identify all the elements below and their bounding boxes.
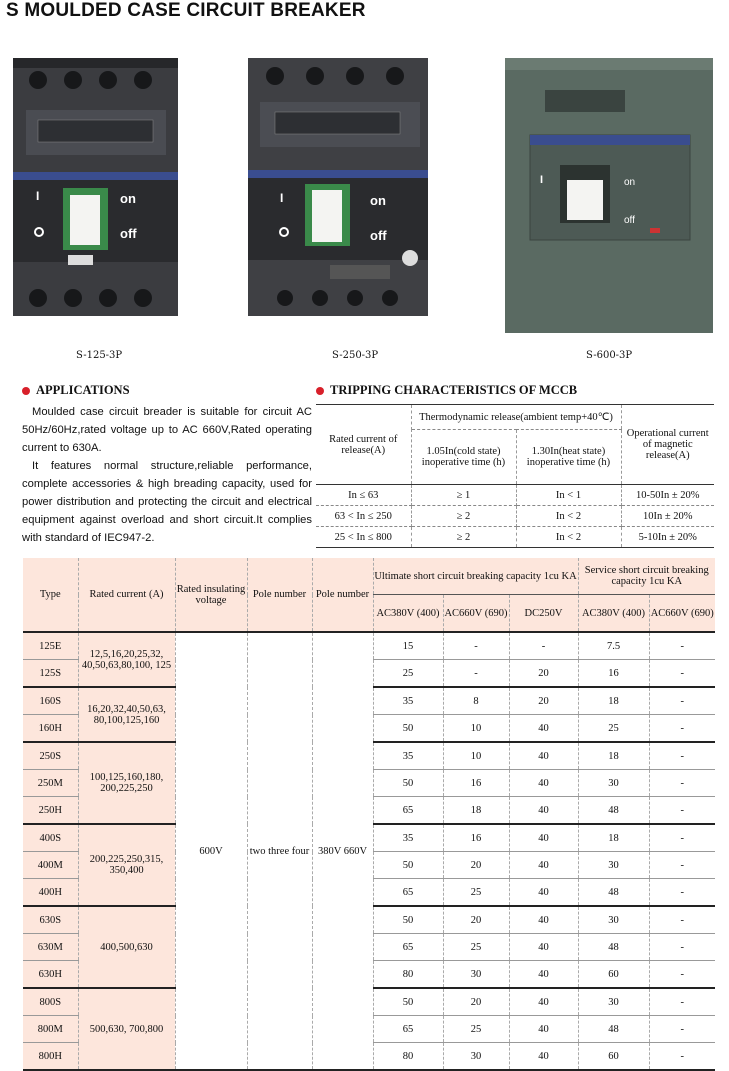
capacity-cell: 65 bbox=[373, 1016, 443, 1043]
th-rated: Rated current of release(A) bbox=[316, 405, 411, 485]
th-rated-current: Rated current (A) bbox=[78, 558, 175, 632]
capacity-cell: 40 bbox=[509, 934, 578, 961]
capacity-cell: 40 bbox=[509, 852, 578, 879]
capacity-cell: - bbox=[649, 1016, 715, 1043]
capacity-cell: 35 bbox=[373, 742, 443, 770]
pole-voltage-cell: 380V 660V bbox=[312, 632, 373, 1070]
capacity-cell: 40 bbox=[509, 988, 578, 1016]
th-heat: 1.30In(heat state) inoperative time (h) bbox=[516, 430, 621, 485]
trip-cell: ≥ 1 bbox=[411, 485, 516, 506]
capacity-cell: - bbox=[649, 770, 715, 797]
capacity-cell: 65 bbox=[373, 879, 443, 907]
caption-s125: S-125-3P bbox=[76, 350, 123, 361]
capacity-cell: 30 bbox=[578, 852, 649, 879]
trip-cell: ≥ 2 bbox=[411, 527, 516, 548]
breaker-photo-s250 bbox=[240, 40, 440, 320]
page-title: S MOULDED CASE CIRCUIT BREAKER bbox=[6, 0, 366, 21]
trip-cell: 10-50In ± 20% bbox=[621, 485, 714, 506]
applications-heading-label: APPLICATIONS bbox=[36, 383, 130, 397]
capacity-cell: - bbox=[649, 660, 715, 688]
th-ultimate: Ultimate short circuit breaking capacity 1cu KA bbox=[373, 558, 578, 595]
spec-row bbox=[23, 632, 715, 660]
capacity-cell: - bbox=[649, 961, 715, 989]
capacity-cell: - bbox=[649, 1043, 715, 1071]
th-ac660: AC660V (690) bbox=[443, 595, 509, 633]
capacity-cell: 30 bbox=[578, 906, 649, 934]
capacity-cell: 25 bbox=[443, 934, 509, 961]
th-pole-2: Pole number bbox=[312, 558, 373, 632]
capacity-cell: 50 bbox=[373, 906, 443, 934]
th-cold: 1.05In(cold state) inoperative time (h) bbox=[411, 430, 516, 485]
capacity-cell: - bbox=[649, 852, 715, 879]
pole-number-cell: two three four bbox=[247, 632, 312, 1070]
capacity-cell: 10 bbox=[443, 742, 509, 770]
capacity-cell: 25 bbox=[443, 879, 509, 907]
capacity-cell: 20 bbox=[443, 906, 509, 934]
type-cell: 630H bbox=[23, 961, 78, 989]
capacity-cell: 50 bbox=[373, 852, 443, 879]
capacity-cell: 50 bbox=[373, 770, 443, 797]
capacity-cell: 40 bbox=[509, 742, 578, 770]
type-cell: 250S bbox=[23, 742, 78, 770]
type-cell: 630S bbox=[23, 906, 78, 934]
th-service: Service short circuit breaking capacity 1cu KA bbox=[578, 558, 715, 595]
capacity-cell: 20 bbox=[443, 852, 509, 879]
svg-text:I: I bbox=[540, 174, 544, 186]
caption-s250: S-250-3P bbox=[332, 350, 379, 361]
capacity-cell: - bbox=[443, 660, 509, 688]
rated-current-cell: 500,630, 700,800 bbox=[78, 988, 175, 1070]
capacity-cell: 65 bbox=[373, 797, 443, 825]
th-dc250: DC250V bbox=[509, 595, 578, 633]
capacity-cell: 30 bbox=[578, 770, 649, 797]
type-cell: 800M bbox=[23, 1016, 78, 1043]
bullet-icon bbox=[22, 387, 30, 395]
capacity-cell: 8 bbox=[443, 687, 509, 715]
trip-cell: 63 < In ≤ 250 bbox=[316, 506, 411, 527]
capacity-cell: - bbox=[649, 632, 715, 660]
type-cell: 250M bbox=[23, 770, 78, 797]
capacity-cell: 15 bbox=[373, 632, 443, 660]
capacity-cell: - bbox=[443, 632, 509, 660]
th-service-ac380: AC380V (400) bbox=[578, 595, 649, 633]
trip-cell: 5-10In ± 20% bbox=[621, 527, 714, 548]
type-cell: 400M bbox=[23, 852, 78, 879]
capacity-cell: 40 bbox=[509, 797, 578, 825]
capacity-cell: - bbox=[649, 715, 715, 743]
svg-text:I: I bbox=[36, 189, 40, 203]
rated-current-cell: 16,20,32,40,50,63, 80,100,125,160 bbox=[78, 687, 175, 742]
capacity-cell: 48 bbox=[578, 1016, 649, 1043]
capacity-cell: 20 bbox=[443, 988, 509, 1016]
capacity-cell: 40 bbox=[509, 1043, 578, 1071]
applications-paragraph: Moulded case circuit breader is suitable for circuit AC 50Hz/60Hz,rated voltage up to AC 660V,Rated operating current to 630A. bbox=[22, 406, 312, 454]
applications-text bbox=[22, 403, 312, 547]
tripping-heading-label: TRIPPING CHARACTERISTICS OF MCCB bbox=[330, 383, 578, 397]
capacity-cell: 30 bbox=[578, 988, 649, 1016]
on-label: on bbox=[624, 177, 636, 188]
capacity-cell: 60 bbox=[578, 961, 649, 989]
capacity-cell: - bbox=[649, 742, 715, 770]
on-label: on bbox=[120, 191, 136, 206]
capacity-cell: 35 bbox=[373, 687, 443, 715]
off-label: off bbox=[370, 228, 387, 243]
capacity-cell: 20 bbox=[509, 660, 578, 688]
capacity-cell: 18 bbox=[578, 824, 649, 852]
type-cell: 250H bbox=[23, 797, 78, 825]
capacity-cell: - bbox=[649, 906, 715, 934]
capacity-cell: - bbox=[649, 934, 715, 961]
insulating-voltage-cell: 600V bbox=[175, 632, 247, 1070]
capacity-cell: 40 bbox=[509, 824, 578, 852]
trip-cell: 25 < In ≤ 800 bbox=[316, 527, 411, 548]
capacity-cell: - bbox=[649, 687, 715, 715]
type-cell: 160H bbox=[23, 715, 78, 743]
capacity-cell: 40 bbox=[509, 961, 578, 989]
capacity-cell: 80 bbox=[373, 961, 443, 989]
type-cell: 400H bbox=[23, 879, 78, 907]
trip-cell: 10In ± 20% bbox=[621, 506, 714, 527]
trip-cell: In < 2 bbox=[516, 506, 621, 527]
capacity-cell: 40 bbox=[509, 770, 578, 797]
rated-current-cell: 12,5,16,20,25,32, 40,50,63,80,100, 125 bbox=[78, 632, 175, 687]
capacity-cell: 16 bbox=[443, 770, 509, 797]
th-oper: Operational current of magnetic release(A) bbox=[621, 405, 714, 485]
capacity-cell: 16 bbox=[443, 824, 509, 852]
capacity-cell: 7.5 bbox=[578, 632, 649, 660]
capacity-cell: 48 bbox=[578, 934, 649, 961]
type-cell: 400S bbox=[23, 824, 78, 852]
th-type: Type bbox=[23, 558, 78, 632]
capacity-cell: - bbox=[649, 879, 715, 907]
capacity-cell: - bbox=[509, 632, 578, 660]
th-service-ac660: AC660V (690) bbox=[649, 595, 715, 633]
capacity-cell: 25 bbox=[578, 715, 649, 743]
capacity-cell: 40 bbox=[509, 715, 578, 743]
capacity-cell: 10 bbox=[443, 715, 509, 743]
trip-cell: In < 1 bbox=[516, 485, 621, 506]
capacity-cell: 18 bbox=[578, 687, 649, 715]
th-ac380: AC380V (400) bbox=[373, 595, 443, 633]
type-cell: 160S bbox=[23, 687, 78, 715]
capacity-cell: 40 bbox=[509, 906, 578, 934]
off-label: off bbox=[624, 215, 635, 226]
type-cell: 125E bbox=[23, 632, 78, 660]
trip-cell: In ≤ 63 bbox=[316, 485, 411, 506]
capacity-cell: - bbox=[649, 988, 715, 1016]
breaker-photo-s125 bbox=[8, 40, 188, 320]
svg-text:I: I bbox=[280, 191, 284, 205]
capacity-cell: 40 bbox=[509, 1016, 578, 1043]
type-cell: 630M bbox=[23, 934, 78, 961]
type-cell: 125S bbox=[23, 660, 78, 688]
th-thermo: Thermodynamic release(ambient temp+40℃) bbox=[411, 405, 621, 430]
capacity-cell: 30 bbox=[443, 961, 509, 989]
capacity-cell: 35 bbox=[373, 824, 443, 852]
bullet-icon bbox=[316, 387, 324, 395]
caption-s600: S-600-3P bbox=[586, 350, 633, 361]
capacity-cell: - bbox=[649, 824, 715, 852]
trip-cell: ≥ 2 bbox=[411, 506, 516, 527]
tripping-table bbox=[316, 404, 714, 548]
capacity-cell: 50 bbox=[373, 988, 443, 1016]
rated-current-cell: 400,500,630 bbox=[78, 906, 175, 988]
capacity-cell: 30 bbox=[443, 1043, 509, 1071]
capacity-cell: 25 bbox=[443, 1016, 509, 1043]
type-cell: 800H bbox=[23, 1043, 78, 1071]
capacity-cell: 48 bbox=[578, 797, 649, 825]
th-pole: Pole number bbox=[247, 558, 312, 632]
capacity-cell: 25 bbox=[373, 660, 443, 688]
capacity-cell: 16 bbox=[578, 660, 649, 688]
trip-cell: In < 2 bbox=[516, 527, 621, 548]
capacity-cell: 65 bbox=[373, 934, 443, 961]
capacity-cell: 40 bbox=[509, 879, 578, 907]
capacity-cell: 80 bbox=[373, 1043, 443, 1071]
rated-current-cell: 200,225,250,315, 350,400 bbox=[78, 824, 175, 906]
applications-heading bbox=[22, 383, 130, 398]
rated-current-cell: 100,125,160,180, 200,225,250 bbox=[78, 742, 175, 824]
capacity-cell: 60 bbox=[578, 1043, 649, 1071]
capacity-cell: 18 bbox=[578, 742, 649, 770]
on-label: on bbox=[370, 193, 386, 208]
type-cell: 800S bbox=[23, 988, 78, 1016]
tripping-heading bbox=[316, 383, 577, 398]
applications-paragraph: It features normal structure,reliable performance, complete accessories & high breading capacity, used for power distribution and protecting the circuit and electrical equipment against overload and short circuit.It complies with standard of IEC947-2. bbox=[22, 460, 312, 544]
capacity-cell: 50 bbox=[373, 715, 443, 743]
capacity-cell: 48 bbox=[578, 879, 649, 907]
off-label: off bbox=[120, 226, 137, 241]
th-insulating: Rated insulating voltage bbox=[175, 558, 247, 632]
capacity-cell: - bbox=[649, 797, 715, 825]
capacity-cell: 20 bbox=[509, 687, 578, 715]
capacity-cell: 18 bbox=[443, 797, 509, 825]
spec-table bbox=[23, 558, 715, 1071]
breaker-photo-s600 bbox=[500, 50, 725, 335]
